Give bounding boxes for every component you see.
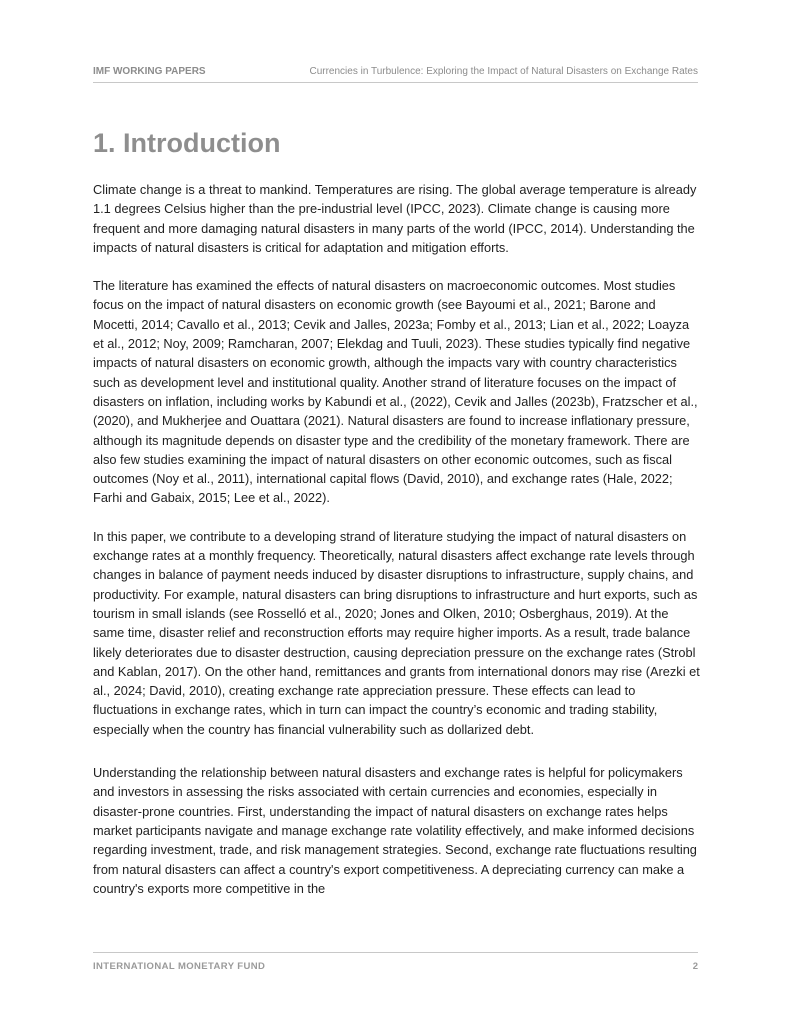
paragraph-2: The literature has examined the effects of natural disasters on macroeconomic outcomes. Most studies focus on the impact of natural disasters on economic growth (see Bayoumi et al., 2021; Barone and Mocetti, 2014; Cavallo et al., 2013; Cevik and Jalles, 2023a; Fomby et al., 2013; Lian et al., 2022; Loayza et al., 2012; Noy, 2009; Ramcharan, 2007; Elekdag and Tuuli, 2023). These studies typically find negative impacts of natural disasters on economic growth, although the impacts vary with country characteristics such as development level and institutional quality. Another strand of literature focuses on the impact of disasters on inflation, including works by Kabundi et al., (2022), Cevik and Jalles (2023b), Fratzscher et al., (2020), and Mukherjee and Ouattara (2021). Natural disasters are found to increase inflationary pressure, although its magnitude depends on disaster type and the credibility of the monetary framework. There are also few studies examining the impact of natural disasters on other economic outcomes, such as fiscal outcomes (Noy et al., 2011), international capital flows (David, 2010), and exchange rates (Hale, 2022; Farhi and Gabaix, 2015; Lee et al., 2022). [93, 278, 698, 506]
page-footer [93, 952, 698, 975]
section-title: 1. Introduction [93, 128, 281, 158]
header-series-label: IMF WORKING PAPERS [93, 66, 206, 77]
footer-organization: INTERNATIONAL MONETARY FUND [93, 961, 266, 972]
body-text [93, 180, 701, 917]
page-header [93, 62, 698, 83]
paragraph-4: Understanding the relationship between natural disasters and exchange rates is helpful for policymakers and investors in assessing the risks associated with certain currencies and economies, especially in disaster-prone countries. First, understanding the impact of natural disasters on exchange rates helps market participants navigate and manage exchange rate volatility effectively, and make informed decisions regarding investment, trade, and risk management strategies. Second, exchange rate fluctuations resulting from natural disasters can affect a country's export competitiveness. A depreciating currency can make a country's exports more competitive in the [93, 765, 697, 896]
paragraph-1: Climate change is a threat to mankind. Temperatures are rising. The global average temperature is already 1.1 degrees Celsius higher than the pre-industrial level (IPCC, 2023). Climate change is causing more frequent and more damaging natural disasters in many parts of the world (IPCC, 2014). Understanding the impacts of natural disasters is critical for adaptation and mitigation efforts. [93, 182, 697, 255]
paragraph-3: In this paper, we contribute to a developing strand of literature studying the impact of natural disasters on exchange rates at a monthly frequency. Theoretically, natural disasters affect exchange rate levels through changes in balance of payment needs induced by disaster disruptions to infrastructure, supply chains, and productivity. For example, natural disasters can bring disruptions to infrastructure and hurt exports, such as tourism in small islands (see Rosselló et al., 2020; Jones and Olken, 2010; Osberghaus, 2019). At the same time, disaster relief and reconstruction efforts may require higher imports. As a result, trade balance likely deteriorates due to disaster destruction, causing depreciation pressure on the exchange rates (Strobl and Kablan, 2017). On the other hand, remittances and grants from international donors may rise (Arezki et al., 2024; David, 2010), creating exchange rate appreciation pressure. These effects can lead to fluctuations in exchange rates, which in turn can impact the country’s economic and trading stability, especially when the country has financial vulnerability such as dollarized debt. [93, 528, 700, 737]
page-number: 2 [692, 961, 698, 972]
header-running-title: Currencies in Turbulence: Exploring the Impact of Natural Disasters on Exchange Rates [309, 66, 698, 77]
